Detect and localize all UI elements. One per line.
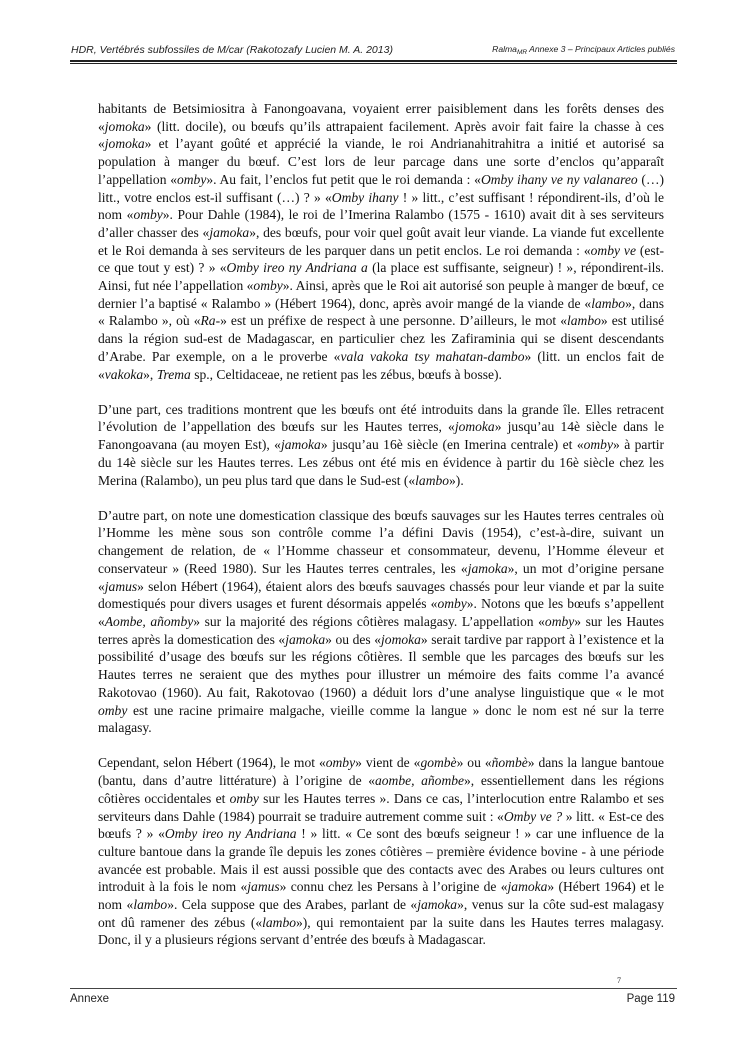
text-run: ! » litt. « Ce sont des bœufs seigneur ! » car une influence de la culture bantoue dans la grande île depuis les zones côtières – première évidence bovine - à une période avancée est probable. Mais il est aussi possible que des contacts avec des Arabes ou leurs cultures ont introduit à la fois le nom « <box>98 826 664 895</box>
italic-term: jomoka <box>104 136 145 152</box>
italic-term: Trema <box>156 366 191 382</box>
header-ralma: Ralma <box>492 44 517 54</box>
italic-term: omby <box>437 596 467 612</box>
text-run: » litt. « Est-ce des bœufs ? » « <box>98 808 664 842</box>
italic-term: jomoka <box>104 118 145 134</box>
text-run: » est un préfixe de respect à une personne. D’ailleurs, le mot « <box>220 313 568 329</box>
italic-term: gombè <box>420 755 457 771</box>
italic-term: aombe, añombe <box>375 773 465 789</box>
text-run: » vient de « <box>355 755 421 771</box>
italic-term: jamoka <box>417 897 458 913</box>
text-run: » et l’ayant goûté et apprécié la viande, le roi Andrianahitrahitra a initié et autorisé sa population à manger du bœuf. C’est lors de leur parcage dans une sorte d’enclos qu’apparaît l’appellation « <box>98 136 664 187</box>
italic-term: vala vakoka tsy mahatan-dambo <box>340 348 525 364</box>
text-run: Cependant, selon Hébert (1964), le mot « <box>98 755 326 771</box>
italic-term: omby <box>325 755 356 771</box>
text-run: ». Ainsi, après que le Roi ait autorisé son peuple à manger de bœuf, ce dernier l’a baptisé « Ralambo » (Hébert 1964), donc, après avoir mangé de la viande de « <box>98 278 664 311</box>
text-run: » jusqu’au 14è siècle dans le Fanongoavana (au moyen Est), « <box>98 419 664 453</box>
italic-term: Omby ve ? <box>503 808 563 824</box>
paragraph <box>98 754 664 949</box>
text-run: ! » litt., c’est suffisant ! répondirent-ils, d’où le nom « <box>98 189 664 223</box>
text-run: sp., Celtidaceae, ne retient pas les zébus, bœufs à bosse). <box>190 366 502 382</box>
running-header-section <box>492 44 675 56</box>
text-run: » selon Hébert (1964), étaient alors des bœufs sauvages chassés pour leur viande et par la suite domestiqués pour divers usages et furent désormais appelés « <box>98 578 664 612</box>
text-run: » ou « <box>456 755 492 771</box>
text-run: », <box>143 366 157 382</box>
italic-term: omby <box>133 207 163 223</box>
text-run: » dans la langue bantoue (bantu, dans d’autre littérature) à l’origine de « <box>98 755 665 789</box>
italic-term: jamoka <box>467 560 508 576</box>
italic-term: omby <box>583 437 613 453</box>
text-run: ». Cela suppose que des Arabes, parlant de « <box>167 897 418 913</box>
inner-page-number: 7 <box>617 976 621 985</box>
text-run: », dans « Ralambo », où « <box>98 295 664 329</box>
text-run: », des bœufs, pour voir quel goût avait leur viande. La viande fut excellente et le Roi demanda à ses serviteurs de les parquer dans un petit enclos. Le roi demanda : « <box>98 224 664 258</box>
italic-term: jomoka <box>454 419 495 435</box>
text-run: » jusqu’au 16è siècle (en Imerina centrale) et « <box>320 437 584 453</box>
text-run: », essentiellement dans les régions côtières occidentales et <box>98 773 664 806</box>
text-run: » sur les Hautes terres après la domestication des « <box>98 613 664 647</box>
header-annex-label: Annexe 3 – Principaux Articles publiés <box>527 44 675 54</box>
text-run: » (litt. docile), ou bœufs qu’ils attrapaient facilement. Après avoir fait faire la chasse à ces « <box>98 118 664 152</box>
text-run: ». Au fait, l’enclos fut petit que le roi demanda : « <box>206 171 481 187</box>
body-text <box>98 100 664 967</box>
italic-term: lambo <box>591 295 626 311</box>
italic-term: jamoka <box>285 631 326 647</box>
text-run: » est utilisé dans la région sud-est de Madagascar, en particulier chez les Zafiraminia qui se disent descendants d’Arabe. Par exemple, on a le proverbe « <box>98 313 664 364</box>
header-rule-thin <box>70 63 677 64</box>
text-run: », venus sur la côte sud-est malagasy ont dû ramener des zébus (« <box>98 897 664 930</box>
italic-term: Omby ihany <box>331 189 399 205</box>
italic-term: Omby ireo ny Andriana <box>164 826 297 842</box>
header-rule <box>70 60 677 62</box>
text-run: (est-ce que tout y est) ? » « <box>98 242 664 276</box>
italic-term: lambo <box>567 313 601 329</box>
text-run: » (litt. un enclos fait de « <box>98 348 664 382</box>
text-run: ». Notons que les bœufs s’appellent « <box>98 596 664 629</box>
italic-term: jamoka <box>280 437 321 453</box>
header-ralma-subscript: MR <box>516 49 528 56</box>
italic-term: omby <box>253 278 283 294</box>
italic-term: Omby ihany ve ny valanareo <box>480 171 638 187</box>
italic-term: jamoka <box>507 879 548 895</box>
text-run: (la place est suffisante, seigneur) ! », répondirent-ils. Ainsi, fut née l’appellation « <box>98 260 665 294</box>
text-run: ». Pour Dahle (1984), le roi de l’Imerina Ralambo (1575 - 1610) avait dit à ses serviteurs d’aller chasser des « <box>98 207 664 240</box>
running-header-title: HDR, Vertébrés subfossiles de M/car (Rakotozafy Lucien M. A. 2013) <box>71 44 393 56</box>
footer-page-number: Page 119 <box>626 993 675 1005</box>
text-run: » (Hébert 1964) et le nom « <box>98 879 664 913</box>
text-run: est une racine primaire malgache, vieille comme la langue » donc le nom est né sur la terre malagasy. <box>98 702 664 736</box>
italic-term: vakoka <box>104 366 144 382</box>
italic-term: omby <box>98 702 128 718</box>
text-run: D’une part, ces traditions montrent que les bœufs ont été introduits dans la grande île. Elles retracent l’évolution de l’appellation des bœufs sur les Hautes terres, « <box>98 401 664 435</box>
italic-term: omby ve <box>590 242 636 258</box>
text-run: sur les Hautes terres ». Dans ce cas, l’interlocution entre Ralambo et ses serviteurs dans Dahle (1984) pourrait se traduire autrement comme suit : « <box>98 790 664 824</box>
italic-term: omby <box>177 171 207 187</box>
italic-term: jamoka <box>209 224 250 240</box>
paragraph <box>98 100 664 383</box>
text-run: D’autre part, on note une domestication classique des bœufs sauvages sur les Hautes terres centrales où l’Homme les mène sous son contrôle comme l’a défini Davis (1954), c’est-à-dire, suivant un changement de relation, de « l’Homme chasseur et consommateur, devenu, l’Homme éleveur et conservateur » (Reed 1980). Sur les Hautes terres centrales, les « <box>98 507 664 576</box>
italic-term: lambo <box>133 897 168 913</box>
italic-term: lambo <box>415 472 450 488</box>
italic-term: Aombe, añomby <box>104 613 194 629</box>
italic-term: jamus <box>104 578 138 594</box>
italic-term: Ra- <box>200 313 221 329</box>
italic-term: ñombè <box>491 755 528 771</box>
italic-term: lambo <box>262 914 296 930</box>
text-run: »), qui remontaient par la suite dans les Hautes terres malagasy. Donc, il y a plusieurs régions servant d’entrée des bœufs à Madagascar. <box>98 914 664 948</box>
text-run: » ou des « <box>325 631 382 647</box>
italic-term: jamus <box>247 879 280 895</box>
text-run: » sur la majorité des régions côtières malagasy. L’appellation « <box>193 613 545 629</box>
footer-section-label: Annexe <box>70 993 110 1005</box>
text-run: habitants de Betsimiositra à Fanongoavana, voyaient errer paisiblement dans les forêts denses des « <box>98 101 664 134</box>
footer-rule <box>70 988 677 989</box>
text-run: (…) litt., votre enclos est-il suffisant (…) ? » « <box>98 171 665 205</box>
text-run: »). <box>449 472 464 488</box>
text-run: » à partir du 14è siècle sur les Hautes terres. Les zébus ont été mis en évidence à partir du 16è siècle chez les Merina (Ralambo), un peu plus tard que dans le Sud-est (« <box>98 437 664 488</box>
italic-term: Omby ireo ny Andriana a <box>226 260 368 276</box>
paragraph <box>98 401 664 490</box>
italic-term: omby <box>229 790 259 806</box>
italic-term: omby <box>544 613 575 629</box>
italic-term: jomoka <box>381 631 421 647</box>
text-run: » serait tardive par rapport à l’existence et la possibilité d’usage des bœufs sur les régions côtières. Il semble que les parcages des bœufs sur les Hautes terres ne seraient que des mythes pour illustrer un mémoire des faits comme l’a avancé Rakotovao (1960). Au fait, Rakotovao (1960) a déduit lors d’une analyse linguistique que « le mot <box>98 631 664 700</box>
text-run: » connu chez les Persans à l’origine de « <box>279 879 508 895</box>
paragraph <box>98 507 664 737</box>
text-run: », un mot d’origine persane « <box>98 560 665 594</box>
